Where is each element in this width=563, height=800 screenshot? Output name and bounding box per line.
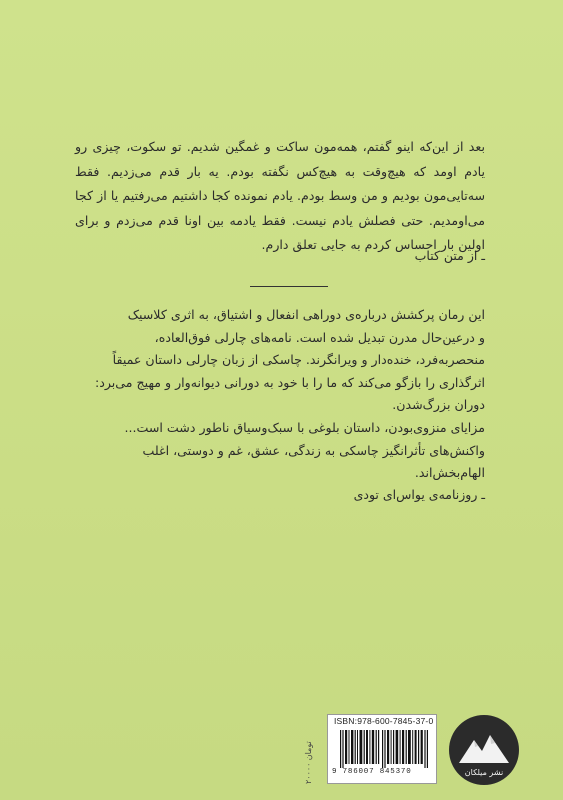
publisher-logo-icon: [447, 713, 521, 787]
review-line: منحصربه‌فرد، خنده‌دار و ویرانگرند. چاسکی از زبان چارلی داستان عمیقاً: [112, 352, 485, 368]
review-line: دوران بزرگ‌شدن.: [392, 397, 485, 413]
excerpt-attribution: ـ از متن کتاب: [414, 248, 485, 263]
ean-digits: 9 786007 845370: [332, 768, 412, 776]
barcode-icon: [340, 730, 430, 768]
section-divider: [250, 286, 328, 287]
review-line: اثرگذاری را بازگو می‌کند که ما را با خود به دورانی دیوانه‌وار و مهیج می‌برد:: [94, 374, 485, 390]
review-quote: [75, 304, 485, 485]
review-attribution: ـ روزنامه‌ی یواس‌ای تودی: [353, 487, 485, 502]
review-line: این رمان پرکشش درباره‌ی دوراهی انفعال و اشتیاق، به اثری کلاسیک: [127, 307, 485, 322]
review-line: مزایای منزوی‌بودن، داستان بلوغی با سبک‌وسیاق ناطور دشت است...: [124, 419, 485, 435]
publisher-name: نشر میلکان: [464, 768, 504, 777]
isbn-text: ISBN:978-600-7845-37-0: [334, 716, 434, 726]
excerpt-text: بعد از این‌که اینو گفتم، همه‌مون ساکت و غمگین شدیم. تو سکوت، چیزی رو یادم اومد که هیچ‌وقت به هیچ‌کس نگفته بودم. یه بار قدم می‌زدیم. فقط سه‌تایی‌مون بودیم و من وسط بودم. یادم نمونده کجا داشتیم می‌رفتیم یا از کجا می‌اومدیم. حتی فصلش یادم نیست. فقط یادمه بین اونا قدم می‌زدم و برای اولین بار احساس کردم به جایی تعلق دارم.: [75, 139, 485, 252]
review-line: واکنش‌های تأثرانگیز چاسکی به زندگی، عشق، غم و دوستی، اغلب: [142, 442, 485, 458]
review-line: الهام‌بخش‌اند.: [414, 465, 485, 481]
review-line: و درعین‌حال مدرن تبدیل شده است. نامه‌های چارلی فوق‌العاده،: [154, 329, 485, 345]
book-excerpt: [75, 135, 485, 258]
price-label: ۲۰۰۰۰ تومان: [304, 741, 313, 784]
